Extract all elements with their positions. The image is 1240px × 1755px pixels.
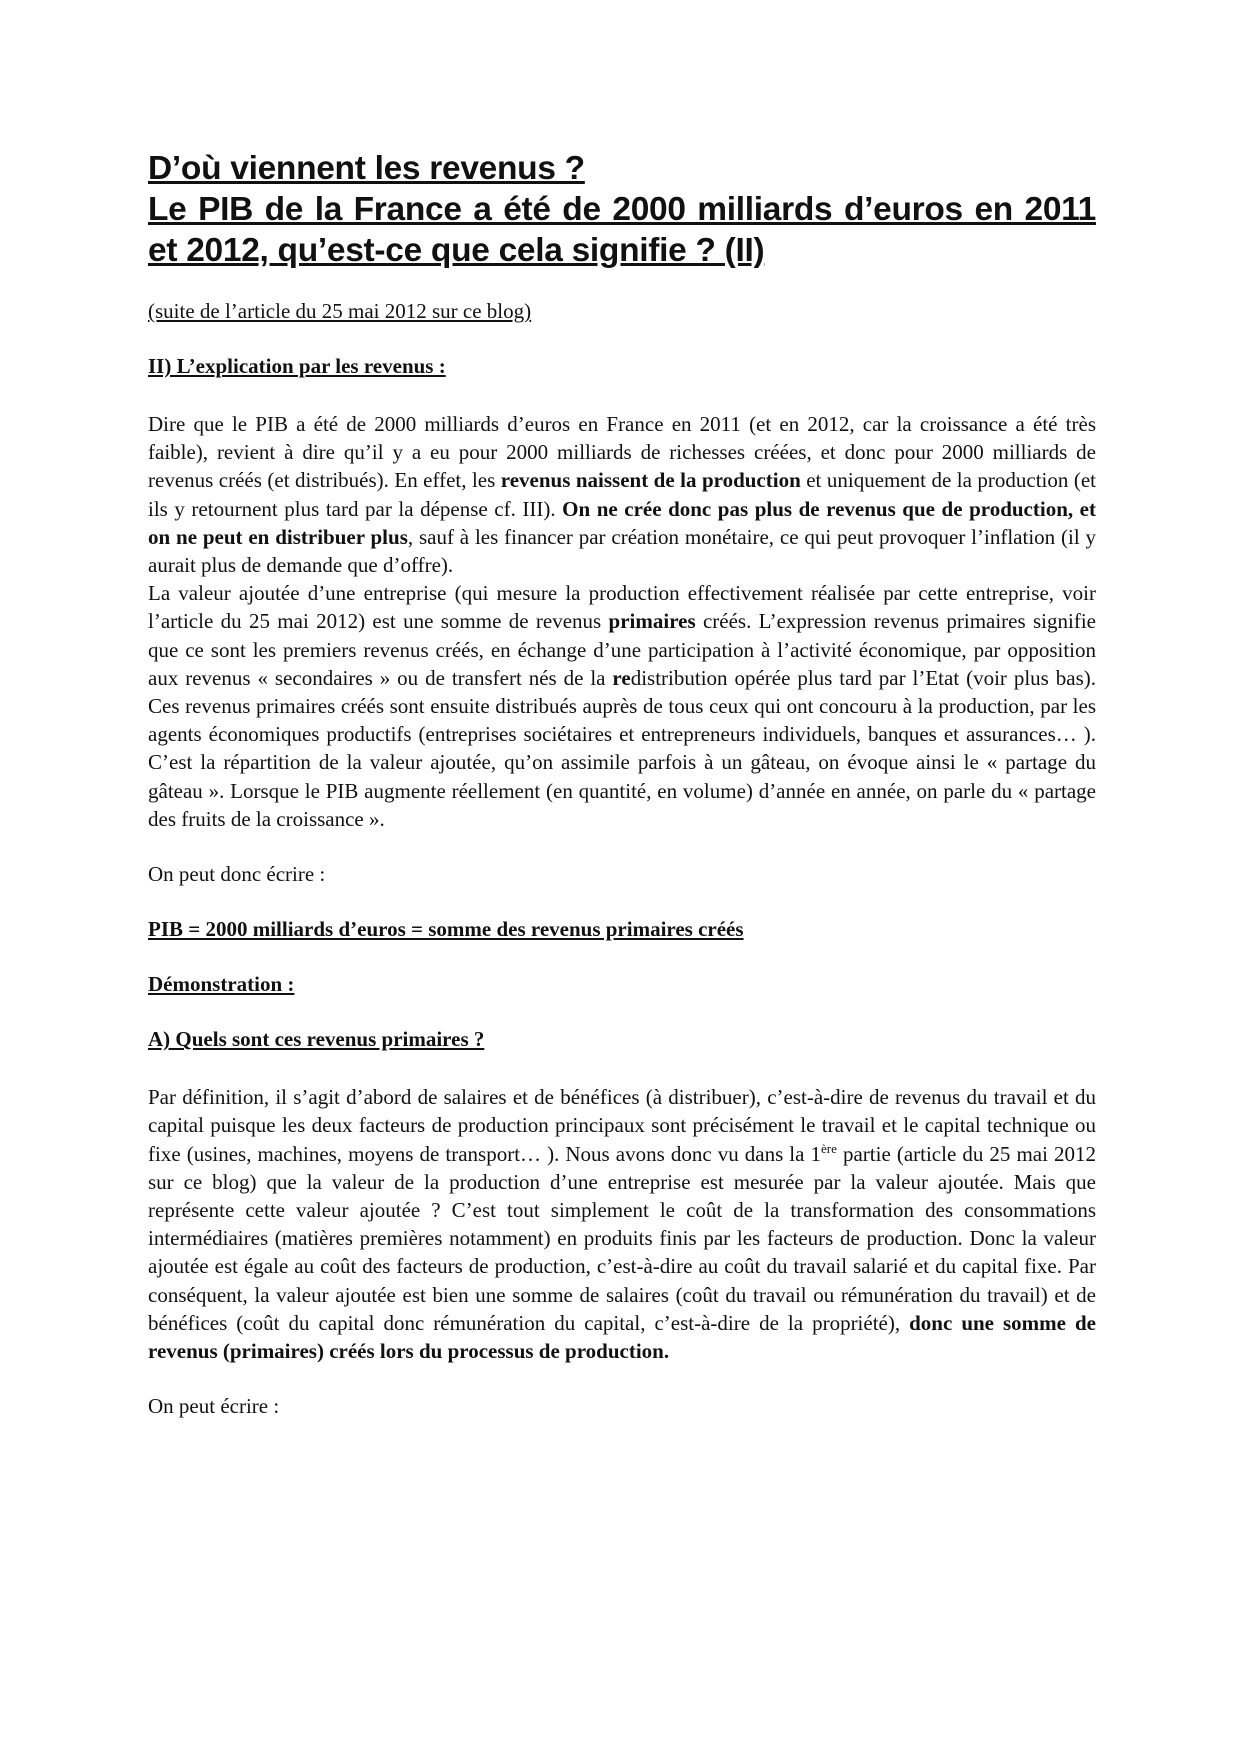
p2-text-a: La valeur ajoutée d’une entreprise (qui mesure la production effectivement réalisée par cette entreprise, voir l’article du 25 mai 2012) est une somme de revenus <box>148 581 1096 634</box>
p2-bold-b: primaires <box>608 609 696 634</box>
equation-heading: PIB = 2000 milliards d’euros = somme des revenus primaires créés <box>148 917 744 942</box>
subsection-heading-a: A) Quels sont ces revenus primaires ? <box>148 1027 485 1052</box>
paragraph-2 <box>148 579 1096 833</box>
p1-bold-d: On ne crée donc pas plus de revenus que de production, et on ne peut en distribuer plus <box>148 496 1096 549</box>
p1-text-e: , sauf à les financer par création monétaire, ce qui peut provoquer l’inflation (il y aurait plus de demande que d’offre). <box>148 524 1097 578</box>
p4-superscript: ère <box>821 1140 837 1156</box>
p2-text-e: distribution opérée plus tard par l’Etat (voir plus bas). Ces revenus primaires créés sont ensuite distribués auprès de tous ceux qui ont concouru à la production, par les agents économiques productifs (entreprises sociétaires et entrepreneurs individuels, banques et assurances… ). C’est la répartition de la valeur ajoutée, qu’on assimile parfois à un gâteau, on évoque ainsi le « partage du gâteau ». Lorsque le PIB augmente réellement (en quantité, en volume) d’année en année, on parle du « partage des fruits de la croissance ». <box>148 665 1096 831</box>
p2-bold-d: re <box>612 665 631 690</box>
paragraph-1 <box>148 410 1096 579</box>
p1-text-a: Dire que le PIB a été de 2000 milliards d’euros en France en 2011 (et en 2012, car la croissance a été très faible), revient à dire qu’il y a eu pour 2000 milliards de richesses créées, et donc pour 2000 milliards de revenus créés (et distribués). En effet, les <box>148 412 1096 493</box>
section-heading: II) L’explication par les revenus : <box>148 354 446 378</box>
paragraph-3: On peut donc écrire : <box>148 862 326 887</box>
paragraph-4 <box>148 1083 1096 1365</box>
demonstration-heading: Démonstration : <box>148 972 295 997</box>
p1-text-c: et uniquement de la production (et ils y retournent plus tard par la dépense cf. III). <box>148 468 1096 521</box>
p1-bold-b: revenus naissent de la production <box>500 468 801 493</box>
p4-bold-c: donc une somme de revenus (primaires) créés lors du processus de production. <box>148 1310 1096 1364</box>
document-title <box>148 148 1096 271</box>
p4-text-b: partie (article du 25 mai 2012 sur ce blog) que la valeur de la production d’une entreprise est mesurée par la valeur ajoutée. Mais que représente cette valeur ajoutée ? C’est tout simplement le coût de la transformation des consommations intermédiaires (matières premières notamment) en produits finis par les facteurs de production. Donc la valeur ajoutée est égale au coût des facteurs de production, c’est-à-dire au coût du travail salarié et du capital fixe. Par conséquent, la valeur ajoutée est bien une somme de salaires (coût du travail ou rémunération du travail) et de bénéfices (coût du capital donc rémunération du capital, c’est-à-dire de la propriété), <box>148 1141 1096 1335</box>
p2-text-c: créés. L’expression revenus primaires signifie que ce sont les premiers revenus créés, en échange d’une participation à l’activité économique, par opposition aux revenus « secondaires » ou de transfert nés de la <box>148 609 1096 690</box>
p4-text-a: Par définition, il s’agit d’abord de salaires et de bénéfices (à distribuer), c’est-à-dire de revenus du travail et du capital puisque les deux facteurs de production principaux sont précisément le travail et le capital technique ou fixe (usines, machines, moyens de transport… ). Nous avons donc vu dans la 1 <box>148 1085 1096 1166</box>
subtitle-link[interactable]: (suite de l’article du 25 mai 2012 sur ce blog) <box>148 299 532 323</box>
title-line-2: Le PIB de la France a été de 2000 milliards d’euros en 2011 et 2012, qu’est-ce que cela signifie ? (II) <box>148 191 1096 269</box>
title-line-1: D’où viennent les revenus ? <box>148 150 585 187</box>
document-page <box>148 148 1096 1420</box>
paragraph-5: On peut écrire : <box>148 1394 280 1419</box>
